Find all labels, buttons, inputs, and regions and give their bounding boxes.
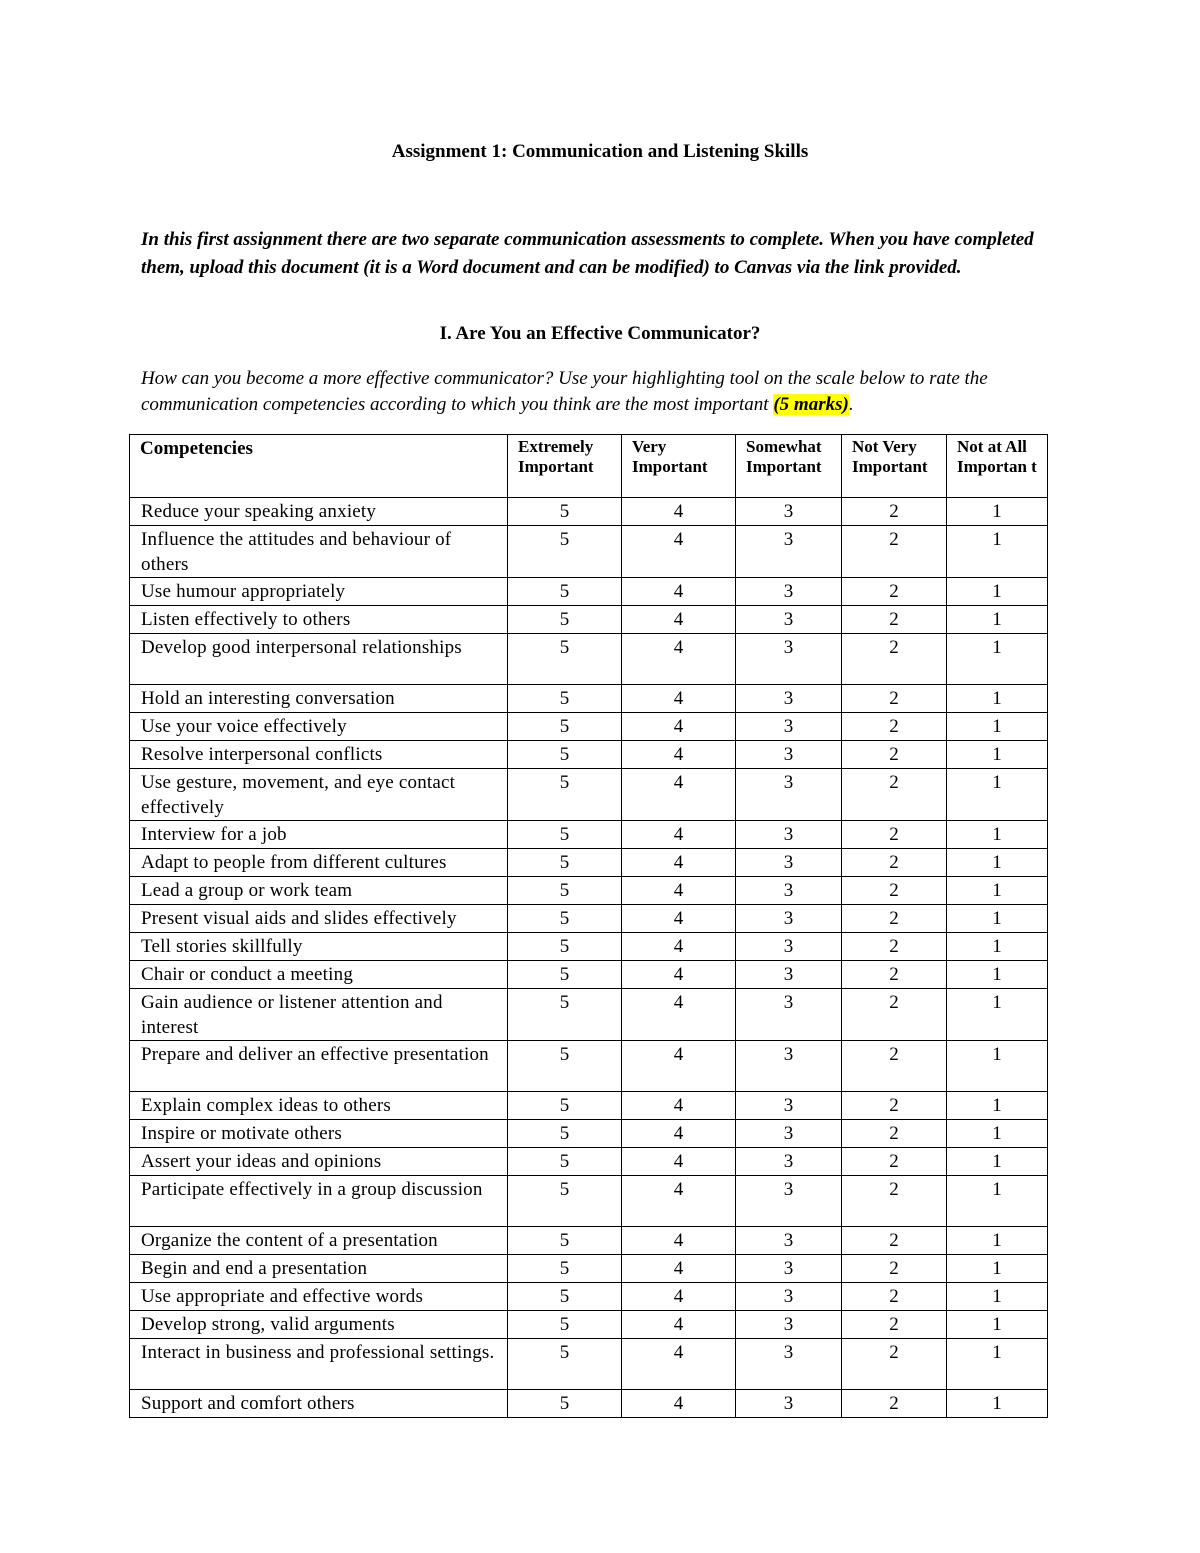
competency-label: Listen effectively to others bbox=[130, 606, 508, 634]
rating-option-5[interactable]: 5 bbox=[508, 498, 622, 526]
rating-option-3[interactable]: 3 bbox=[736, 1120, 842, 1148]
rating-option-1[interactable]: 1 bbox=[947, 741, 1048, 769]
rating-option-1[interactable]: 1 bbox=[947, 821, 1048, 849]
rating-option-1[interactable]: 1 bbox=[947, 578, 1048, 606]
rating-option-1[interactable]: 1 bbox=[947, 769, 1048, 821]
rating-option-4[interactable]: 4 bbox=[622, 1227, 736, 1255]
rating-option-2[interactable]: 2 bbox=[842, 634, 947, 685]
section-heading: I. Are You an Effective Communicator? bbox=[439, 323, 761, 344]
rating-option-3[interactable]: 3 bbox=[736, 685, 842, 713]
competency-label: Use your voice effectively bbox=[130, 713, 508, 741]
table-row bbox=[130, 1339, 1048, 1390]
table-row bbox=[130, 1283, 1048, 1311]
rating-option-2[interactable]: 2 bbox=[842, 1339, 947, 1390]
rating-option-4[interactable]: 4 bbox=[622, 961, 736, 989]
instructions-paragraph bbox=[141, 366, 1071, 417]
rating-option-1[interactable]: 1 bbox=[947, 498, 1048, 526]
rating-option-3[interactable]: 3 bbox=[736, 578, 842, 606]
rating-option-5[interactable]: 5 bbox=[508, 933, 622, 961]
rating-option-2[interactable]: 2 bbox=[842, 989, 947, 1041]
competency-label: Use appropriate and effective words bbox=[130, 1283, 508, 1311]
header-very-important: Very Important bbox=[622, 435, 736, 498]
rating-option-2[interactable]: 2 bbox=[842, 1227, 947, 1255]
rating-option-2[interactable]: 2 bbox=[842, 1041, 947, 1092]
rating-option-4[interactable]: 4 bbox=[622, 1176, 736, 1227]
rating-option-2[interactable]: 2 bbox=[842, 1148, 947, 1176]
rating-option-1[interactable]: 1 bbox=[947, 606, 1048, 634]
document-title: Assignment 1: Communication and Listening Skills bbox=[391, 141, 809, 162]
rating-option-2[interactable]: 2 bbox=[842, 1176, 947, 1227]
rating-option-4[interactable]: 4 bbox=[622, 498, 736, 526]
rating-option-3[interactable]: 3 bbox=[736, 1041, 842, 1092]
rating-option-5[interactable]: 5 bbox=[508, 821, 622, 849]
rating-option-1[interactable]: 1 bbox=[947, 961, 1048, 989]
table-row bbox=[130, 1092, 1048, 1120]
rating-option-2[interactable]: 2 bbox=[842, 526, 947, 578]
rating-option-1[interactable]: 1 bbox=[947, 989, 1048, 1041]
rating-option-2[interactable]: 2 bbox=[842, 905, 947, 933]
competency-label: Hold an interesting conversation bbox=[130, 685, 508, 713]
rating-option-4[interactable]: 4 bbox=[622, 741, 736, 769]
rating-option-2[interactable]: 2 bbox=[842, 1311, 947, 1339]
rating-option-4[interactable]: 4 bbox=[622, 526, 736, 578]
rating-option-5[interactable]: 5 bbox=[508, 1176, 622, 1227]
rating-option-4[interactable]: 4 bbox=[622, 606, 736, 634]
rating-option-3[interactable]: 3 bbox=[736, 1148, 842, 1176]
rating-option-2[interactable]: 2 bbox=[842, 877, 947, 905]
rating-option-3[interactable]: 3 bbox=[736, 849, 842, 877]
rating-option-5[interactable]: 5 bbox=[508, 606, 622, 634]
rating-option-1[interactable]: 1 bbox=[947, 713, 1048, 741]
rating-option-5[interactable]: 5 bbox=[508, 849, 622, 877]
competency-label: Reduce your speaking anxiety bbox=[130, 498, 508, 526]
rating-option-5[interactable]: 5 bbox=[508, 1255, 622, 1283]
rating-option-1[interactable]: 1 bbox=[947, 1283, 1048, 1311]
rating-option-5[interactable]: 5 bbox=[508, 741, 622, 769]
rating-option-5[interactable]: 5 bbox=[508, 1092, 622, 1120]
rating-option-1[interactable]: 1 bbox=[947, 1311, 1048, 1339]
header-extremely-important: Extremely Important bbox=[508, 435, 622, 498]
rating-option-3[interactable]: 3 bbox=[736, 1227, 842, 1255]
rating-option-4[interactable]: 4 bbox=[622, 877, 736, 905]
table-row bbox=[130, 821, 1048, 849]
rating-option-1[interactable]: 1 bbox=[947, 1092, 1048, 1120]
competency-label: Organize the content of a presentation bbox=[130, 1227, 508, 1255]
competency-label: Develop good interpersonal relationships bbox=[130, 634, 508, 685]
rating-option-4[interactable]: 4 bbox=[622, 1148, 736, 1176]
rating-option-3[interactable]: 3 bbox=[736, 1339, 842, 1390]
rating-option-2[interactable]: 2 bbox=[842, 769, 947, 821]
table-row bbox=[130, 849, 1048, 877]
table-row bbox=[130, 606, 1048, 634]
rating-option-5[interactable]: 5 bbox=[508, 1041, 622, 1092]
rating-option-5[interactable]: 5 bbox=[508, 961, 622, 989]
rating-option-2[interactable]: 2 bbox=[842, 961, 947, 989]
rating-option-5[interactable]: 5 bbox=[508, 634, 622, 685]
rating-option-2[interactable]: 2 bbox=[842, 1255, 947, 1283]
rating-option-4[interactable]: 4 bbox=[622, 1283, 736, 1311]
rating-option-3[interactable]: 3 bbox=[736, 713, 842, 741]
header-not-very-important: Not Very Important bbox=[842, 435, 947, 498]
competency-label: Prepare and deliver an effective presentation bbox=[130, 1041, 508, 1092]
rating-option-2[interactable]: 2 bbox=[842, 498, 947, 526]
table-row bbox=[130, 685, 1048, 713]
rating-option-1[interactable]: 1 bbox=[947, 1339, 1048, 1390]
competency-label: Chair or conduct a meeting bbox=[130, 961, 508, 989]
rating-option-1[interactable]: 1 bbox=[947, 1041, 1048, 1092]
rating-option-5[interactable]: 5 bbox=[508, 526, 622, 578]
competency-label: Participate effectively in a group discussion bbox=[130, 1176, 508, 1227]
rating-option-3[interactable]: 3 bbox=[736, 769, 842, 821]
rating-option-5[interactable]: 5 bbox=[508, 877, 622, 905]
rating-option-1[interactable]: 1 bbox=[947, 877, 1048, 905]
rating-option-4[interactable]: 4 bbox=[622, 1339, 736, 1390]
rating-option-1[interactable]: 1 bbox=[947, 634, 1048, 685]
table-row bbox=[130, 713, 1048, 741]
table-header-row bbox=[130, 435, 1048, 498]
competency-label: Explain complex ideas to others bbox=[130, 1092, 508, 1120]
rating-option-2[interactable]: 2 bbox=[842, 1390, 947, 1418]
rating-option-4[interactable]: 4 bbox=[622, 821, 736, 849]
rating-option-5[interactable]: 5 bbox=[508, 1283, 622, 1311]
rating-option-4[interactable]: 4 bbox=[622, 1092, 736, 1120]
competency-label: Adapt to people from different cultures bbox=[130, 849, 508, 877]
competency-label: Tell stories skillfully bbox=[130, 933, 508, 961]
rating-option-2[interactable]: 2 bbox=[842, 606, 947, 634]
rating-option-4[interactable]: 4 bbox=[622, 685, 736, 713]
rating-option-3[interactable]: 3 bbox=[736, 1390, 842, 1418]
rating-option-3[interactable]: 3 bbox=[736, 526, 842, 578]
header-somewhat-important: Somewhat Important bbox=[736, 435, 842, 498]
table-row bbox=[130, 526, 1048, 578]
competency-label: Use gesture, movement, and eye contact effectively bbox=[130, 769, 508, 821]
table-row bbox=[130, 989, 1048, 1041]
competency-rating-table bbox=[129, 434, 1048, 1418]
rating-option-1[interactable]: 1 bbox=[947, 905, 1048, 933]
table-row bbox=[130, 578, 1048, 606]
competency-label: Lead a group or work team bbox=[130, 877, 508, 905]
rating-option-2[interactable]: 2 bbox=[842, 1092, 947, 1120]
competency-label: Interview for a job bbox=[130, 821, 508, 849]
rating-option-1[interactable]: 1 bbox=[947, 526, 1048, 578]
competency-label: Inspire or motivate others bbox=[130, 1120, 508, 1148]
rating-option-4[interactable]: 4 bbox=[622, 578, 736, 606]
rating-option-5[interactable]: 5 bbox=[508, 713, 622, 741]
table-row bbox=[130, 498, 1048, 526]
rating-option-3[interactable]: 3 bbox=[736, 989, 842, 1041]
rating-option-4[interactable]: 4 bbox=[622, 713, 736, 741]
rating-option-1[interactable]: 1 bbox=[947, 1255, 1048, 1283]
table-row bbox=[130, 1041, 1048, 1092]
table-row bbox=[130, 1120, 1048, 1148]
rating-option-2[interactable]: 2 bbox=[842, 578, 947, 606]
rating-option-3[interactable]: 3 bbox=[736, 1255, 842, 1283]
rating-option-1[interactable]: 1 bbox=[947, 1390, 1048, 1418]
rating-option-4[interactable]: 4 bbox=[622, 1120, 736, 1148]
marks-highlight: (5 marks) bbox=[773, 393, 849, 415]
rating-option-2[interactable]: 2 bbox=[842, 849, 947, 877]
competency-label: Gain audience or listener attention and interest bbox=[130, 989, 508, 1041]
table-row bbox=[130, 769, 1048, 821]
rating-option-1[interactable]: 1 bbox=[947, 1176, 1048, 1227]
rating-option-2[interactable]: 2 bbox=[842, 713, 947, 741]
rating-option-1[interactable]: 1 bbox=[947, 1148, 1048, 1176]
rating-option-1[interactable]: 1 bbox=[947, 1227, 1048, 1255]
competency-label: Resolve interpersonal conflicts bbox=[130, 741, 508, 769]
rating-option-2[interactable]: 2 bbox=[842, 1283, 947, 1311]
rating-option-3[interactable]: 3 bbox=[736, 877, 842, 905]
rating-option-2[interactable]: 2 bbox=[842, 821, 947, 849]
rating-option-3[interactable]: 3 bbox=[736, 498, 842, 526]
rating-option-5[interactable]: 5 bbox=[508, 685, 622, 713]
competency-label: Begin and end a presentation bbox=[130, 1255, 508, 1283]
rating-option-1[interactable]: 1 bbox=[947, 933, 1048, 961]
competency-label: Assert your ideas and opinions bbox=[130, 1148, 508, 1176]
rating-option-4[interactable]: 4 bbox=[622, 769, 736, 821]
rating-option-2[interactable]: 2 bbox=[842, 933, 947, 961]
instructions-text: How can you become a more effective communicator? Use your highlighting tool on the scale below to rate the communication competencies according to which you think are the most important bbox=[141, 368, 988, 415]
rating-option-4[interactable]: 4 bbox=[622, 905, 736, 933]
rating-option-5[interactable]: 5 bbox=[508, 1227, 622, 1255]
table-row bbox=[130, 634, 1048, 685]
rating-option-3[interactable]: 3 bbox=[736, 1176, 842, 1227]
table-row bbox=[130, 1255, 1048, 1283]
rating-option-3[interactable]: 3 bbox=[736, 905, 842, 933]
table-row bbox=[130, 1311, 1048, 1339]
rating-option-5[interactable]: 5 bbox=[508, 989, 622, 1041]
rating-option-5[interactable]: 5 bbox=[508, 769, 622, 821]
rating-option-3[interactable]: 3 bbox=[736, 961, 842, 989]
rating-option-5[interactable]: 5 bbox=[508, 1339, 622, 1390]
rating-option-3[interactable]: 3 bbox=[736, 606, 842, 634]
rating-option-1[interactable]: 1 bbox=[947, 685, 1048, 713]
rating-option-5[interactable]: 5 bbox=[508, 1120, 622, 1148]
rating-option-4[interactable]: 4 bbox=[622, 933, 736, 961]
rating-option-4[interactable]: 4 bbox=[622, 1311, 736, 1339]
table-row bbox=[130, 1390, 1048, 1418]
header-competencies: Competencies bbox=[130, 435, 508, 498]
rating-option-3[interactable]: 3 bbox=[736, 634, 842, 685]
rating-option-5[interactable]: 5 bbox=[508, 1148, 622, 1176]
rating-option-4[interactable]: 4 bbox=[622, 1041, 736, 1092]
rating-option-5[interactable]: 5 bbox=[508, 1390, 622, 1418]
rating-option-4[interactable]: 4 bbox=[622, 1390, 736, 1418]
rating-option-1[interactable]: 1 bbox=[947, 1120, 1048, 1148]
competency-label: Support and comfort others bbox=[130, 1390, 508, 1418]
competency-label: Interact in business and professional settings. bbox=[130, 1339, 508, 1390]
rating-option-3[interactable]: 3 bbox=[736, 1092, 842, 1120]
instructions-end: . bbox=[848, 393, 854, 415]
rating-option-5[interactable]: 5 bbox=[508, 905, 622, 933]
table-row bbox=[130, 1148, 1048, 1176]
rating-option-3[interactable]: 3 bbox=[736, 741, 842, 769]
competency-label: Use humour appropriately bbox=[130, 578, 508, 606]
table-row bbox=[130, 741, 1048, 769]
competency-label: Influence the attitudes and behaviour of others bbox=[130, 526, 508, 578]
rating-option-5[interactable]: 5 bbox=[508, 1311, 622, 1339]
rating-option-3[interactable]: 3 bbox=[736, 1283, 842, 1311]
header-not-at-all-important: Not at All Importan t bbox=[947, 435, 1048, 498]
rating-option-4[interactable]: 4 bbox=[622, 1255, 736, 1283]
rating-option-3[interactable]: 3 bbox=[736, 1311, 842, 1339]
table-row bbox=[130, 877, 1048, 905]
rating-option-2[interactable]: 2 bbox=[842, 741, 947, 769]
rating-option-4[interactable]: 4 bbox=[622, 989, 736, 1041]
table-row bbox=[130, 905, 1048, 933]
competency-label: Develop strong, valid arguments bbox=[130, 1311, 508, 1339]
intro-paragraph: In this first assignment there are two separate communication assessments to complete. When you have completed them, upload this document (it is a Word document and can be modified) to Canvas via the link provided. bbox=[141, 229, 1034, 278]
rating-option-4[interactable]: 4 bbox=[622, 634, 736, 685]
table-row bbox=[130, 1227, 1048, 1255]
rating-option-1[interactable]: 1 bbox=[947, 849, 1048, 877]
rating-option-5[interactable]: 5 bbox=[508, 578, 622, 606]
competency-label: Present visual aids and slides effectively bbox=[130, 905, 508, 933]
table-row bbox=[130, 933, 1048, 961]
rating-option-3[interactable]: 3 bbox=[736, 933, 842, 961]
rating-option-4[interactable]: 4 bbox=[622, 849, 736, 877]
rating-option-3[interactable]: 3 bbox=[736, 821, 842, 849]
rating-option-2[interactable]: 2 bbox=[842, 1120, 947, 1148]
table-row bbox=[130, 961, 1048, 989]
rating-option-2[interactable]: 2 bbox=[842, 685, 947, 713]
table-row bbox=[130, 1176, 1048, 1227]
